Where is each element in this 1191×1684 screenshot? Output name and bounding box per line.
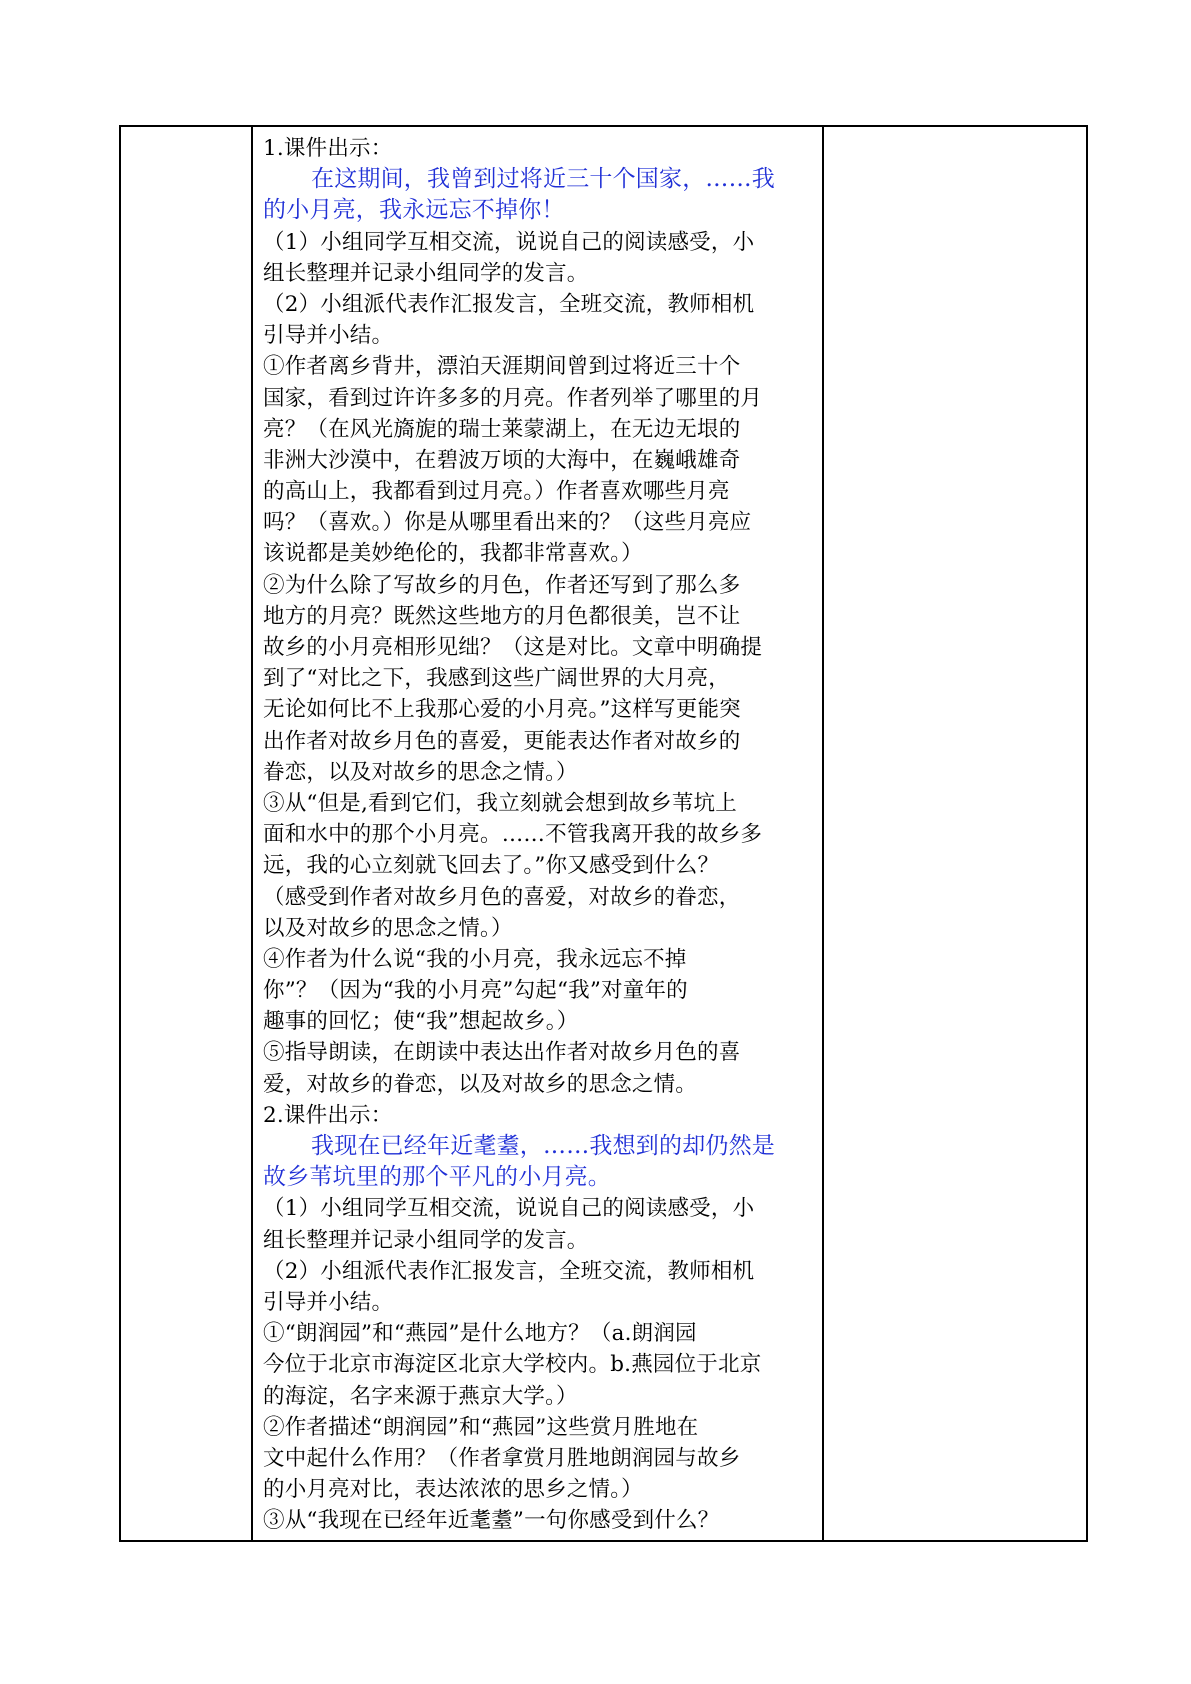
left-column-cell xyxy=(120,126,252,1541)
text-line: 文中起什么作用？（作者拿赏月胜地朗润园与故乡 xyxy=(263,1445,741,1471)
text-line: 1.课件出示： xyxy=(263,136,393,161)
text-line: 的高山上，我都看到过月亮。）作者喜欢哪些月亮 xyxy=(263,479,730,505)
text-line: 非洲大沙漠中，在碧波万顷的大海中，在巍峨雄奇 xyxy=(263,447,741,473)
text-line: ③从“但是,看到它们，我立刻就会想到故乡苇坑上 xyxy=(263,790,737,816)
text-line: 无论如何比不上我那心爱的小月亮。”这样写更能突 xyxy=(263,697,741,723)
text-line: （感受到作者对故乡月色的喜爱，对故乡的眷恋， xyxy=(263,884,741,910)
text-line: 的小月亮对比，表达浓浓的思乡之情。） xyxy=(263,1477,643,1503)
text-line: 地方的月亮？既然这些地方的月色都很美，岂不让 xyxy=(263,603,741,629)
text-line: 出作者对故乡月色的喜爱，更能表达作者对故乡的 xyxy=(263,728,741,754)
text-line: 到了“对比之下，我感到这些广阔世界的大月亮， xyxy=(263,666,730,692)
text-line: 爱，对故乡的眷恋，以及对故乡的思念之情。 xyxy=(263,1071,698,1097)
text-line: 今位于北京市海淀区北京大学校内。b.燕园位于北京 xyxy=(263,1352,762,1378)
text-line: ①“朗润园”和“燕园”是什么地方？（a.朗润园 xyxy=(263,1321,697,1347)
text-line: 该说都是美妙绝伦的，我都非常喜欢。） xyxy=(263,541,643,567)
quoted-text-line: 在这期间，我曾到过将近三十个国家，……我 xyxy=(311,166,775,193)
text-line: 吗？（喜欢。）你是从哪里看出来的？（这些月亮应 xyxy=(263,510,752,536)
text-line: （2）小组派代表作汇报发言，全班交流，教师相机 xyxy=(263,291,755,317)
text-line: 引导并小结。 xyxy=(263,1289,394,1315)
right-column-cell xyxy=(823,126,1087,1541)
lesson-table xyxy=(119,125,1088,1542)
text-line: （1）小组同学互相交流，说说自己的阅读感受，小 xyxy=(263,229,755,255)
text-line: （2）小组派代表作汇报发言，全班交流，教师相机 xyxy=(263,1258,755,1284)
lesson-content xyxy=(253,127,822,1536)
quoted-text-line: 我现在已经年近耄耋，……我想到的却仍然是 xyxy=(311,1133,775,1159)
text-line: （1）小组同学互相交流，说说自己的阅读感受，小 xyxy=(263,1196,755,1222)
quoted-text-line: 故乡苇坑里的那个平凡的小月亮。 xyxy=(263,1164,611,1191)
quoted-text-line: 的小月亮，我永远忘不掉你！ xyxy=(263,197,565,224)
text-line: 引导并小结。 xyxy=(263,323,394,349)
text-line: 组长整理并记录小组同学的发言。 xyxy=(263,260,589,286)
text-line: 眷恋，以及对故乡的思念之情。） xyxy=(263,759,578,785)
text-line: ①作者离乡背井，漂泊天涯期间曾到过将近三十个 xyxy=(263,354,741,380)
text-line: 趣事的回忆；使“我”想起故乡。） xyxy=(263,1009,579,1035)
text-line: 组长整理并记录小组同学的发言。 xyxy=(263,1227,589,1253)
text-line: 的海淀，名字来源于燕京大学。） xyxy=(263,1383,578,1409)
text-line: 以及对故乡的思念之情。） xyxy=(263,915,513,941)
text-line: ⑤指导朗读，在朗读中表达出作者对故乡月色的喜 xyxy=(263,1040,741,1066)
text-line: ④作者为什么说“我的小月亮，我永远忘不掉 xyxy=(263,946,687,972)
text-line: 你”？（因为“我的小月亮”勾起“我”对童年的 xyxy=(263,978,688,1004)
content-column-cell xyxy=(252,126,823,1541)
text-line: ②为什么除了写故乡的月色，作者还写到了那么多 xyxy=(263,572,741,598)
table-row xyxy=(120,126,1087,1541)
text-line: 故乡的小月亮相形见绌？（这是对比。文章中明确提 xyxy=(263,635,763,660)
text-line: 远，我的心立刻就飞回去了。”你又感受到什么？ xyxy=(263,853,720,879)
text-line: ②作者描述“朗润园”和“燕园”这些赏月胜地在 xyxy=(263,1414,699,1440)
text-line: ③从“我现在已经年近耄耋”一句你感受到什么？ xyxy=(263,1508,720,1534)
text-line: 面和水中的那个小月亮。……不管我离开我的故乡多 xyxy=(263,822,763,848)
text-line: 2.课件出示： xyxy=(263,1102,393,1128)
text-line: 国家，看到过许许多多的月亮。作者列举了哪里的月 xyxy=(263,385,763,411)
text-line: 亮？（在风光旖旎的瑞士莱蒙湖上，在无边无垠的 xyxy=(263,416,741,442)
